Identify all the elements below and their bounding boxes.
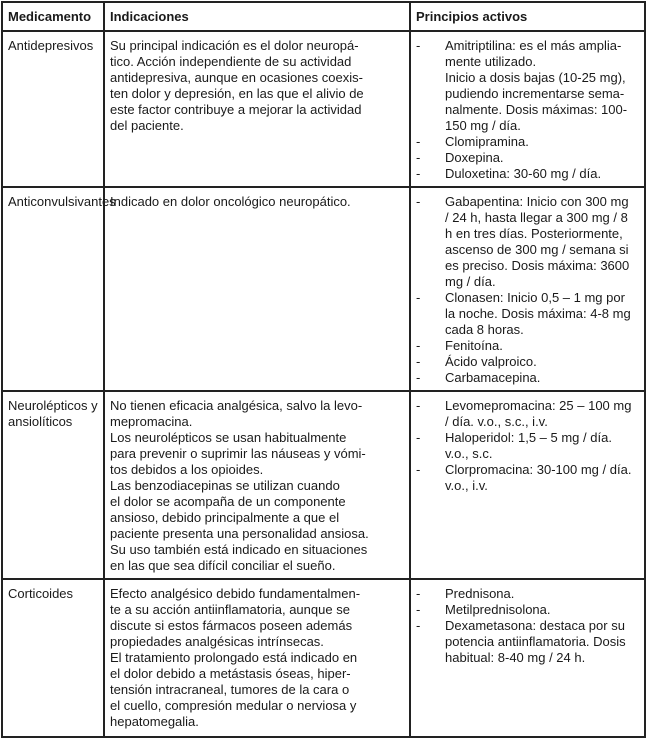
text-line: Carbamacepina.	[445, 370, 541, 385]
list-item	[416, 618, 639, 666]
text-line: del paciente.	[110, 118, 184, 133]
list-item	[416, 462, 639, 494]
indicaciones-cell	[104, 579, 410, 737]
text-line: discute si estos fármacos poseen además	[110, 618, 353, 633]
table-row	[2, 579, 645, 737]
header-medicamento: Medicamento	[2, 2, 104, 31]
text-line: Antidepresivos	[8, 38, 94, 53]
bullet-dash: -	[416, 462, 421, 477]
text-line: el dolor debido a metástasis óseas, hiper-	[110, 666, 351, 681]
text-line: el dolor se acompaña de un componente	[110, 494, 346, 509]
text-line: 150 mg / día.	[445, 118, 521, 133]
text-line: antidepresiva, aunque en ocasiones coexis-	[110, 70, 363, 85]
list-item	[416, 430, 639, 462]
text-line: ansiolíticos	[8, 414, 73, 429]
text-line: mente utilizado.	[445, 54, 537, 69]
text-line: hepatomegalia.	[110, 714, 199, 729]
text-line: en las que sea difícil conciliar el sueño.	[110, 558, 336, 573]
text-line: v.o., i.v.	[445, 478, 488, 493]
text-line: h en tres días. Posteriormente,	[445, 226, 623, 241]
bullet-dash: -	[416, 430, 421, 445]
text-line: / día. v.o., s.c., i.v.	[445, 414, 548, 429]
medicamento-cell	[2, 187, 116, 391]
text-line: Fenitoína.	[445, 338, 503, 353]
text-line: Ácido valproico.	[445, 354, 537, 369]
text-line: Clomipramina.	[445, 134, 529, 149]
indicaciones-cell	[104, 31, 410, 187]
text-line: No tienen eficacia analgésica, salvo la levo-	[110, 398, 363, 413]
text-line: ansioso, debido principalmente a que el	[110, 510, 340, 525]
text-line: Clorpromacina: 30-100 mg / día.	[445, 462, 632, 477]
text-line: / 24 h, hasta llegar a 300 mg / 8	[445, 210, 628, 225]
bullet-dash: -	[416, 150, 421, 165]
principios-activos-cell	[410, 579, 645, 737]
text-line: Las benzodiacepinas se utilizan cuando	[110, 478, 340, 493]
bullet-dash: -	[416, 194, 421, 209]
list-item	[416, 150, 639, 166]
text-line: pudiendo incrementarse sema-	[445, 86, 625, 101]
text-line: Su uso también está indicado en situaciones	[110, 542, 368, 557]
text-line: Su principal indicación es el dolor neuropá-	[110, 38, 359, 53]
indicaciones-cell	[104, 187, 410, 391]
bullet-dash: -	[416, 602, 421, 617]
text-line: cada 8 horas.	[445, 322, 524, 337]
table-row	[2, 31, 645, 187]
text-line: Gabapentina: Inicio con 300 mg	[445, 194, 629, 209]
list-item	[416, 586, 639, 602]
bullet-dash: -	[416, 586, 421, 601]
medication-table	[1, 1, 646, 738]
text-line: Corticoides	[8, 586, 74, 601]
text-line: este factor contribuye a mejorar la actividad	[110, 102, 362, 117]
text-line: mg / día.	[445, 274, 496, 289]
bullet-dash: -	[416, 338, 421, 353]
text-line: Indicado en dolor oncológico neuropático.	[110, 194, 351, 209]
list-item	[416, 354, 639, 370]
principios-activos-cell	[410, 31, 645, 187]
text-line: tos debidos a los opioides.	[110, 462, 264, 477]
list-item	[416, 38, 639, 70]
text-line: Los neurolépticos se usan habitualmente	[110, 430, 347, 445]
text-line: habitual: 8-40 mg / 24 h.	[445, 650, 586, 665]
bullet-dash: -	[416, 290, 421, 305]
text-line: para prevenir o suprimir las náuseas y vómi-	[110, 446, 366, 461]
text-line: paciente presenta una personalidad ansiosa.	[110, 526, 369, 541]
principios-activos-cell	[410, 187, 645, 391]
list-item	[416, 398, 639, 430]
text-line: ten dolor y depresión, en las que el alivio de	[110, 86, 364, 101]
text-line: Haloperidol: 1,5 – 5 mg / día.	[445, 430, 612, 445]
text-line: Duloxetina: 30-60 mg / día.	[445, 166, 602, 181]
list-item	[416, 194, 639, 290]
text-line: la noche. Dosis máxima: 4-8 mg	[445, 306, 631, 321]
header-indicaciones: Indicaciones	[104, 2, 410, 31]
text-line: Dexametasona: destaca por su	[445, 618, 625, 633]
text-line: tensión intracraneal, tumores de la cara o	[110, 682, 350, 697]
text-line: te a su acción antiinflamatoria, aunque se	[110, 602, 350, 617]
text-line: El tratamiento prolongado está indicado en	[110, 650, 358, 665]
bullet-dash: -	[416, 398, 421, 413]
list-item	[416, 166, 639, 182]
text-line: nalmente. Dosis máximas: 100-	[445, 102, 628, 117]
text-line: Inicio a dosis bajas (10-25 mg),	[445, 70, 626, 85]
table-row	[2, 391, 645, 579]
text-line: Amitriptilina: es el más amplia-	[445, 38, 622, 53]
list-item	[416, 602, 639, 618]
text-line: Doxepina.	[445, 150, 504, 165]
text-line: Anticonvulsivantes	[8, 194, 116, 209]
text-line: Clonasen: Inicio 0,5 – 1 mg por	[445, 290, 625, 305]
medicamento-cell	[2, 391, 104, 579]
text-line: es preciso. Dosis máxima: 3600	[445, 258, 630, 273]
indicaciones-cell	[104, 391, 410, 579]
list-item	[416, 338, 639, 354]
header-row	[2, 2, 645, 31]
bullet-dash: -	[416, 134, 421, 149]
text-line: Prednisona.	[445, 586, 515, 601]
list-item	[416, 134, 639, 150]
text-line: ascenso de 300 mg / semana si	[445, 242, 629, 257]
text-line: v.o., s.c.	[445, 446, 493, 461]
text-line: el cuello, compresión medular o nerviosa y	[110, 698, 357, 713]
text-line: mepromacina.	[110, 414, 193, 429]
list-item	[416, 290, 639, 338]
principios-activos-cell	[410, 391, 645, 579]
bullet-dash: -	[416, 38, 421, 53]
header-principios-activos: Principios activos	[410, 2, 645, 31]
table-row	[2, 187, 645, 391]
bullet-dash: -	[416, 618, 421, 633]
bullet-dash: -	[416, 354, 421, 369]
bullet-dash: -	[416, 166, 421, 181]
text-line: Metilprednisolona.	[445, 602, 551, 617]
text-line: Efecto analgésico debido fundamentalmen-	[110, 586, 361, 601]
text-line: Levomepromacina: 25 – 100 mg	[445, 398, 632, 413]
text-line: tico. Acción independiente de su actividad	[110, 54, 352, 69]
medicamento-cell	[2, 31, 104, 187]
list-item	[416, 370, 639, 386]
text-line: propiedades analgésicas intrínsecas.	[110, 634, 324, 649]
medicamento-cell	[2, 579, 104, 737]
list-item	[416, 70, 639, 134]
text-line: potencia antiinflamatoria. Dosis	[445, 634, 626, 649]
text-line: Neurolépticos y	[8, 398, 98, 413]
bullet-dash: -	[416, 370, 421, 385]
